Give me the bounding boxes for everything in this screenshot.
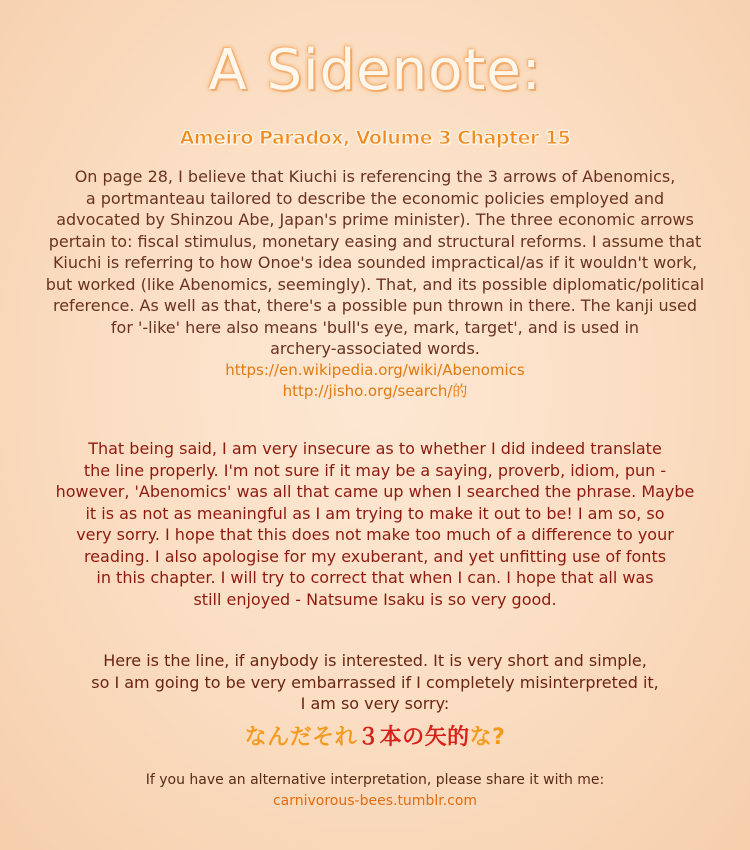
japanese-quote [0, 720, 750, 751]
apology-paragraph [20, 438, 730, 610]
page-subtitle: Ameiro Paradox, Volume 3 Chapter 15 [179, 127, 571, 149]
tumblr-link[interactable]: carnivorous-bees.tumblr.com [272, 793, 478, 809]
paragraph-line: in this chapter. I will try to correct that when I can. I hope that all was [96, 568, 654, 587]
wikipedia-link[interactable]: https://en.wikipedia.org/wiki/Abenomics [225, 360, 525, 379]
paragraph-line: the line properly. I'm not sure if it may be a saying, proverb, idiom, pun - [83, 460, 667, 480]
paragraph-line: archery-associated words. [270, 339, 480, 358]
abenomics-paragraph [20, 166, 730, 403]
paragraph-line: very sorry. I hope that this does not make too much of a difference to your [76, 525, 674, 544]
paragraph-line: That being said, I am very insecure as to whether I did indeed translate [88, 439, 662, 458]
paragraph-line: for '-like' here also means 'bull's eye, mark, target', and is used in [110, 317, 640, 337]
paragraph-line: it is as not as meaningful as I am trying to make it out to be! I am so, so [85, 503, 665, 523]
page-title: A Sidenote: [208, 38, 542, 103]
quote-part-1: なんだそれ [244, 725, 358, 750]
paragraph-line: but worked (like Abenomics, seemingly). That, and its possible diplomatic/political [45, 274, 705, 294]
paragraph-line: reference. As well as that, there's a possible pun thrown in there. The kanji used [52, 296, 698, 315]
paragraph-line: Kiuchi is referring to how Onoe's idea sounded impractical/as if it wouldn't work, [52, 253, 698, 272]
footer-text: If you have an alternative interpretation, please share it with me: [145, 772, 605, 788]
paragraph-line: still enjoyed - Natsume Isaku is so very good. [193, 589, 557, 609]
paragraph-line: so I am going to be very embarrassed if I completely misinterpreted it, [91, 672, 659, 692]
line-intro-paragraph [20, 650, 730, 715]
paragraph-line: advocated by Shinzou Abe, Japan's prime minister). The three economic arrows [56, 210, 694, 229]
paragraph-line: however, 'Abenomics' was all that came up when I searched the phrase. Maybe [55, 482, 695, 501]
paragraph-line: On page 28, I believe that Kiuchi is referencing the 3 arrows of Abenomics, [74, 167, 676, 186]
quote-part-3: な? [469, 725, 506, 750]
paragraph-line: a portmanteau tailored to describe the economic policies employed and [85, 188, 665, 208]
paragraph-line: pertain to: fiscal stimulus, monetary easing and structural reforms. I assume that [48, 231, 702, 251]
footer [0, 770, 750, 812]
jisho-link[interactable]: http://jisho.org/search/的 [282, 382, 468, 400]
quote-part-2: ３本の矢的 [357, 725, 470, 750]
paragraph-line: reading. I also apologise for my exuberant, and yet unfitting use of fonts [83, 546, 667, 566]
paragraph-line: Here is the line, if anybody is interested. It is very short and simple, [103, 651, 647, 670]
paragraph-line: I am so very sorry: [300, 694, 450, 713]
